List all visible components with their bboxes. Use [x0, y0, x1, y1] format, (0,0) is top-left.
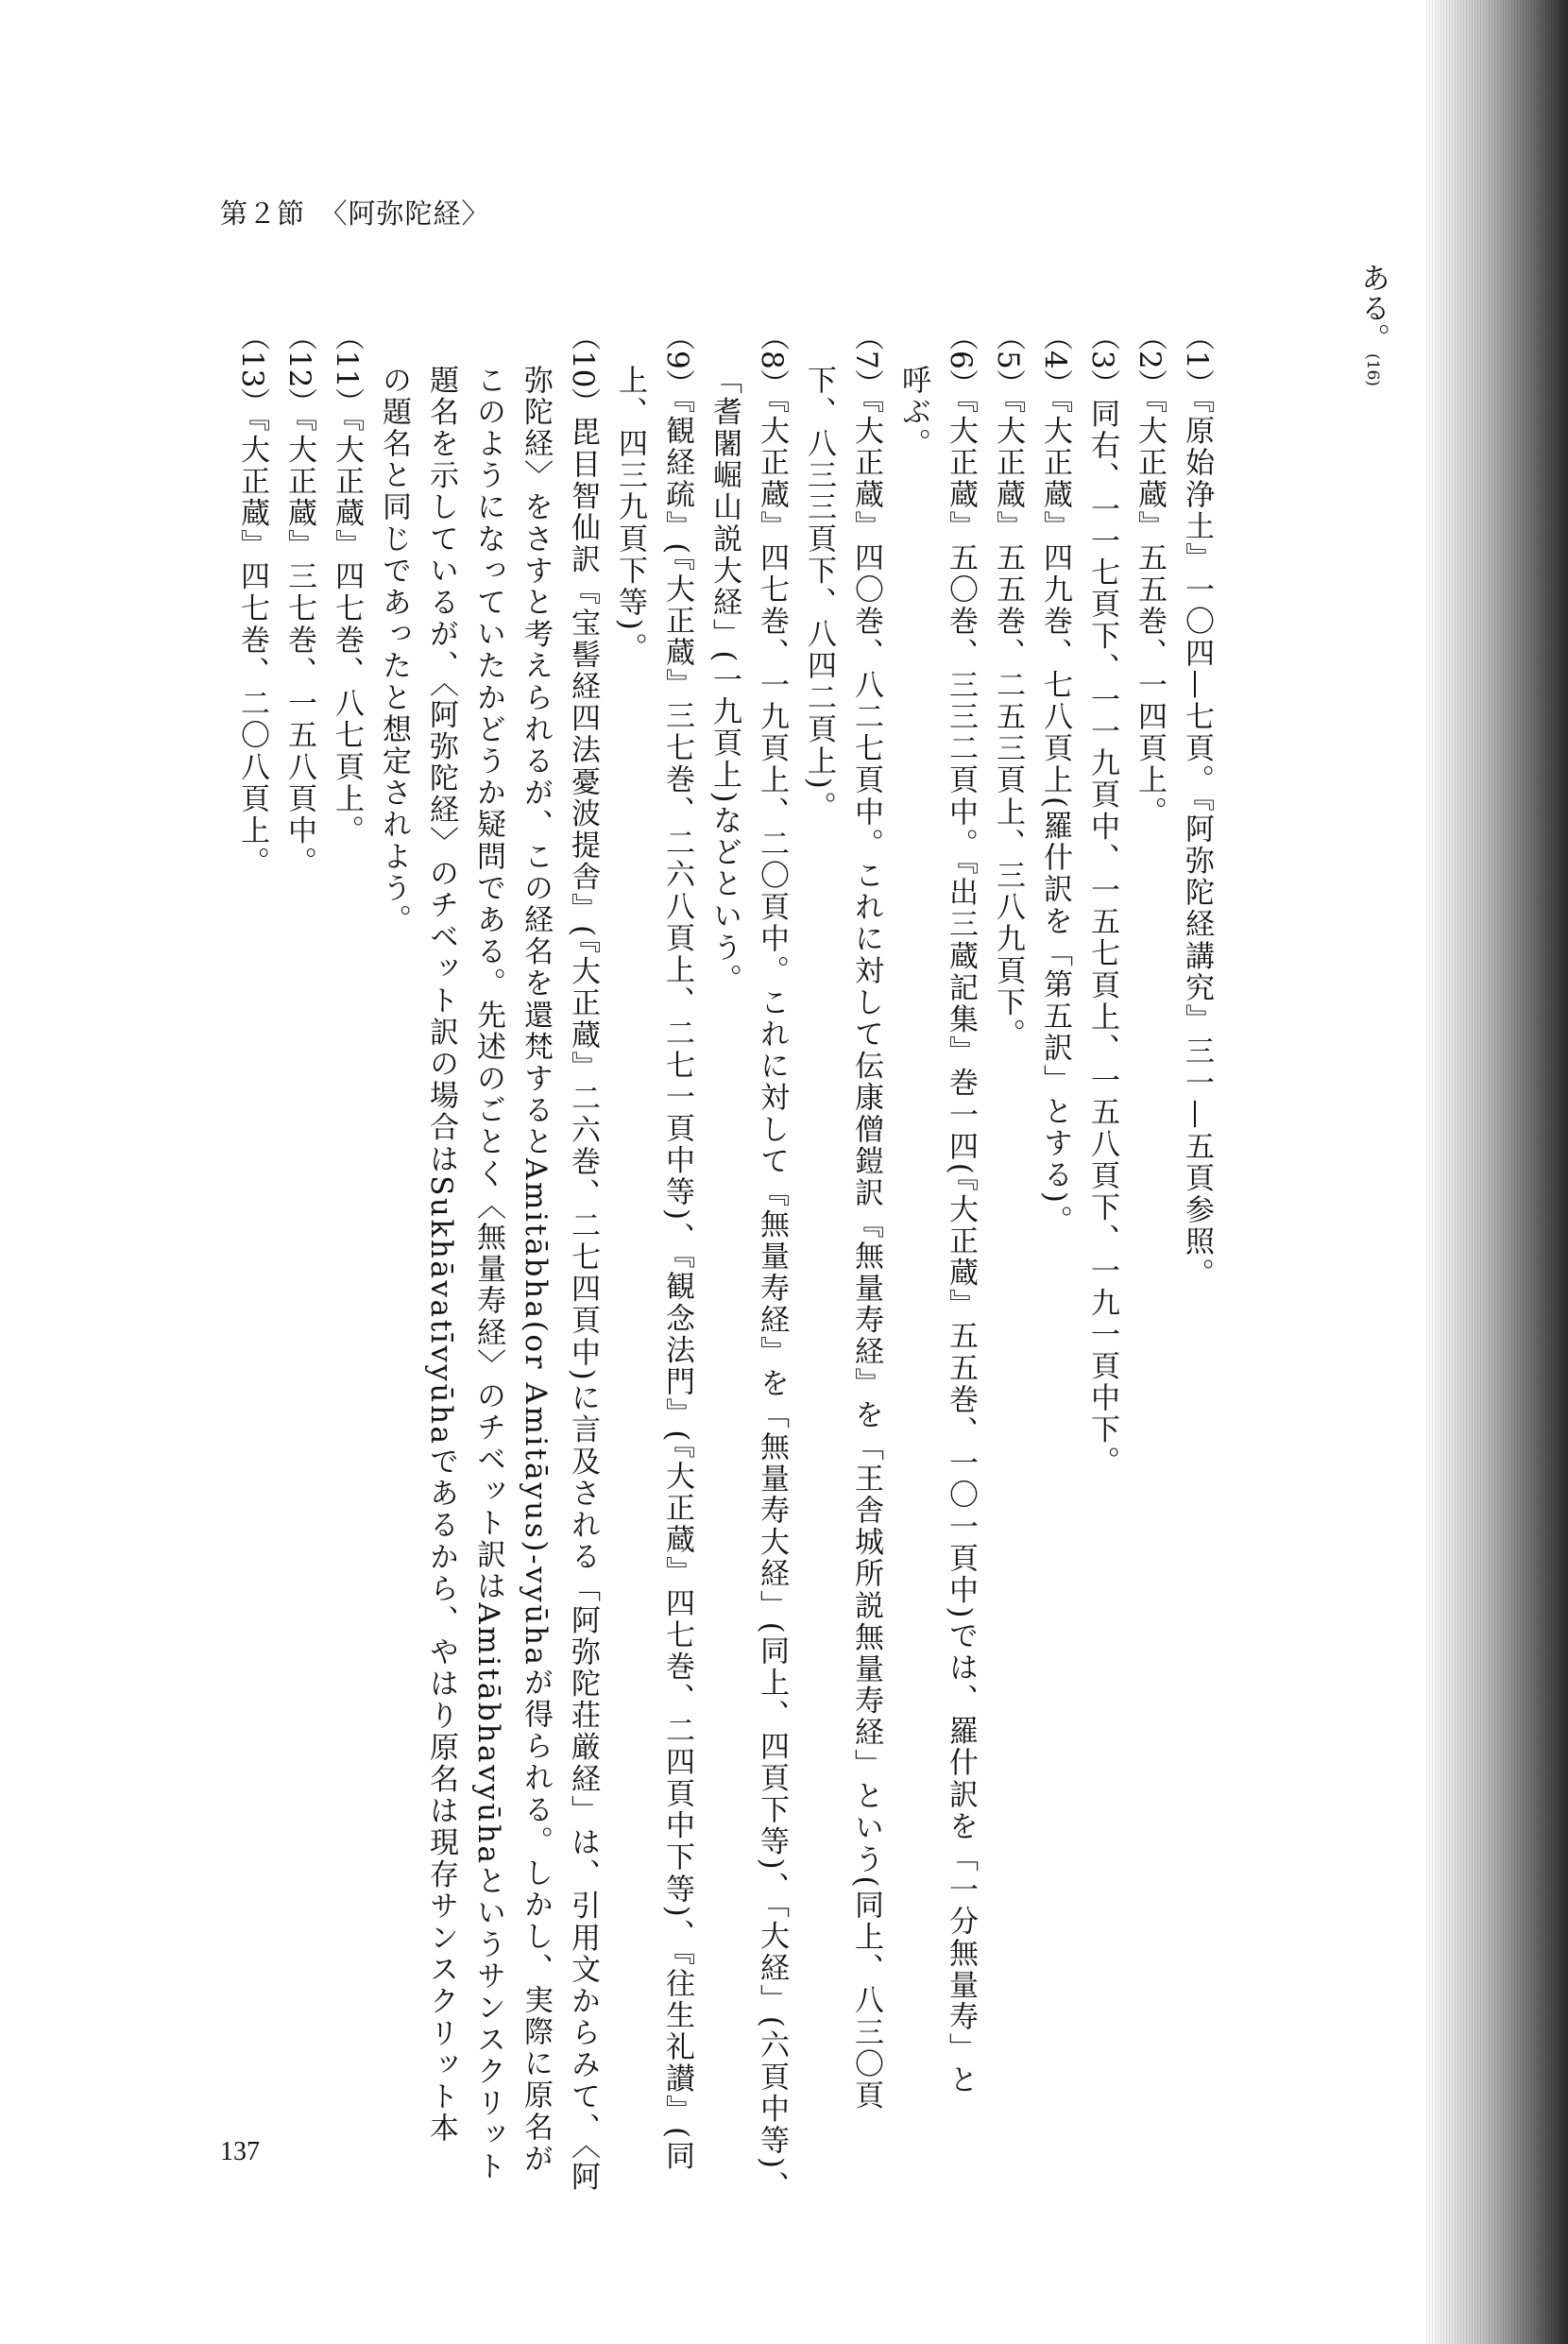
footnote-2	[1126, 321, 1173, 829]
footnote-label: （4）	[1038, 321, 1072, 399]
footnote-13	[229, 321, 276, 879]
footnote-label: （2）	[1133, 321, 1167, 399]
footnote-9-cont: 上、四三九頁下等)。	[613, 365, 647, 665]
page-number: 137	[220, 2137, 260, 2166]
footnote-text: 『大正蔵』五五巻、二五三頁上、三八九頁下。	[991, 398, 1025, 1051]
footnote-5	[984, 321, 1031, 1051]
intro-text: ある。	[1355, 263, 1389, 353]
footnote-text: 『大正蔵』四七巻、一九頁上、二〇頁中。これに対して『無量寿経』を「無量寿大経」(同上、四頁下等)、「大経」(六頁中等)、	[755, 398, 789, 2203]
footnote-label: （8）	[755, 321, 789, 399]
footnote-11	[323, 321, 370, 847]
footnote-label: （9）	[660, 321, 694, 399]
footnote-4	[1031, 321, 1079, 1237]
footnote-10-cont-4: の題名と同じであったと想定されよう。	[377, 365, 411, 936]
footnote-label: （7）	[849, 321, 883, 399]
footnote-label: （10）	[566, 321, 600, 418]
intro-line	[1349, 263, 1396, 386]
footnote-1	[1173, 321, 1220, 1290]
footnote-9	[654, 321, 701, 2172]
footnote-10-cont-2: このようになっていたかどうか疑問である。先述のごとく〈無量寿経〉のチベット訳はAmitābhavyūhaというサンスクリット	[471, 365, 505, 2183]
footnote-text: 『大正蔵』五〇巻、三三二頁中。『出三蔵記集』巻一四(『大正蔵』五五巻、一〇一頁中)では、羅什訳を「一分無量寿」と	[944, 398, 978, 2097]
footnote-text: 『大正蔵』四〇巻、八二七頁中。これに対して伝康僧鎧訳『無量寿経』を「王舎城所説無量寿経」という(同上、八三〇頁	[849, 398, 883, 2113]
footnote-7	[843, 321, 890, 2112]
footnote-text: 毘目智仙訳『宝髻経四法憂波提舎』(『大正蔵』二六巻、二七四頁中)に言及される「阿弥陀荘厳経」は、引用文からみて、〈阿	[566, 417, 600, 2194]
footnote-text: 『大正蔵』四七巻、二〇八頁上。	[235, 417, 269, 879]
footnote-10-cont-1: 弥陀経〉をさすと考えられるが、この経名を還梵するとAmitābha(or Amitāyus)-vyūhaが得られる。しかし、実際に原名が	[519, 365, 553, 2176]
footnote-text: 『大正蔵』三七巻、一五八頁中。	[282, 417, 316, 879]
running-head: 第２節 〈阿弥陀経〉	[220, 197, 490, 230]
footnote-label: （11）	[330, 321, 364, 418]
footnote-6-cont: 呼ぶ。	[896, 365, 930, 460]
footnote-text: 『原始浄土』一〇四—七頁。『阿弥陀経講究』三一—五頁参照。	[1180, 398, 1214, 1291]
footnote-label: （1）	[1180, 321, 1214, 399]
footnote-text: 『大正蔵』五五巻、一四頁上。	[1133, 398, 1167, 829]
footnote-text: 『観経疏』(『大正蔵』三七巻、二六八頁上、二七一頁中等)、『観念法門』(『大正蔵』四七巻、二四頁中下等)、『往生礼讃』(同	[660, 398, 694, 2173]
footnote-label: （13）	[235, 321, 269, 418]
footnote-10	[559, 321, 606, 2193]
footnote-text: 『大正蔵』四七巻、八七頁上。	[330, 417, 364, 847]
scan-shadow-edge	[1426, 0, 1568, 2344]
footnote-label: （5）	[991, 321, 1025, 399]
footnote-label: （3）	[1085, 321, 1119, 399]
footnote-12	[276, 321, 323, 879]
footnote-text: 『大正蔵』四九巻、七八頁上(羅什訳を「第五訳」とする)。	[1038, 398, 1072, 1238]
footnote-text: 同右、一一七頁下、一一九頁中、一五七頁上、一五八頁下、一九一頁中下。	[1085, 398, 1119, 1479]
footnote-8-cont: 「耆闍崛山説大経」(一九頁上)などという。	[707, 365, 741, 996]
footnote-label: （12）	[282, 321, 316, 418]
footnote-6	[937, 321, 984, 2096]
note-ref-16: (16)	[1363, 353, 1382, 386]
footnote-label: （6）	[944, 321, 978, 399]
footnote-8	[748, 321, 795, 2202]
footnote-10-cont-3: 題名を示しているが、〈阿弥陀経〉のチベット訳の場合はSukhāvatīvyūhaであるから、やはり原名は現存サンスクリット本	[424, 365, 458, 2145]
footnote-7-cont: 下、八三三頁下、八四二頁上)。	[802, 365, 836, 824]
footnote-3	[1079, 321, 1126, 1478]
